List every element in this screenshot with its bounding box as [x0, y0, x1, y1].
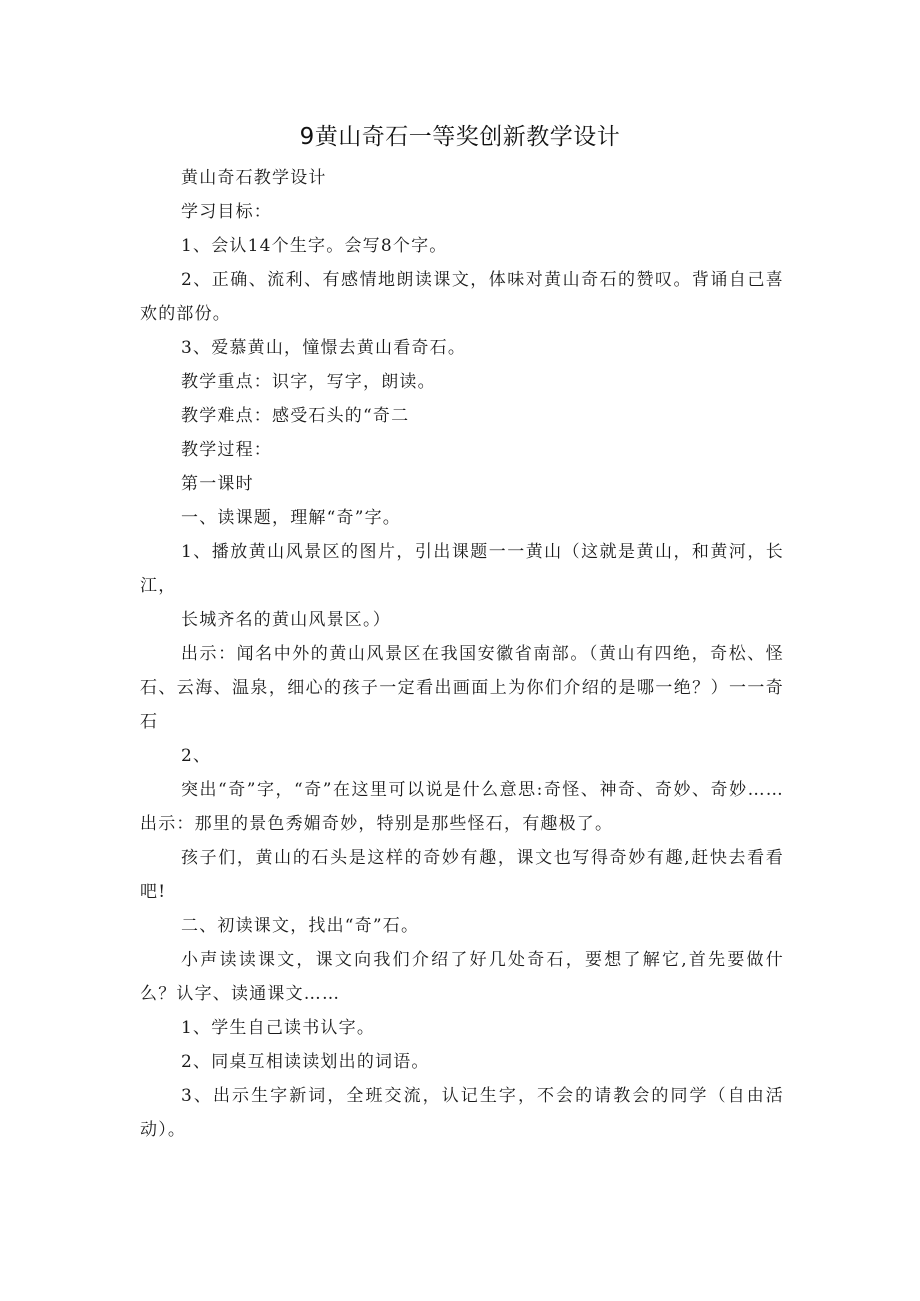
paragraph: 黄山奇石教学设计 [181, 168, 327, 188]
document-body [140, 161, 784, 1147]
paragraph: 长城齐名的黄山风景区。） [181, 610, 391, 630]
paragraph: 2、同桌互相读读划出的词语。 [181, 1052, 430, 1072]
paragraph: 教学重点：识字，写字，朗读。 [181, 372, 436, 392]
paragraph: 孩子们，黄山的石头是这样的奇妙有趣，课文也写得奇妙有趣,赶快去看看吧! [140, 848, 784, 902]
paragraph: 1、播放黄山风景区的图片，引出课题一一黄山（这就是黄山，和黄河，长江， [140, 542, 784, 596]
paragraph: 二、初读课文，找出“奇”石。 [181, 916, 420, 936]
paragraph: 教学难点：感受石头的“奇二 [181, 406, 410, 426]
document-title: 9黄山奇石一等奖创新教学设计 [299, 124, 621, 150]
paragraph: 一、读课题，理解“奇”字。 [181, 508, 401, 528]
paragraph: 突出“奇”字，“奇”在这里可以说是什么意思:奇怪、神奇、奇妙、奇妙……出示：那里的景色秀媚奇妙，特别是那些怪石，有趣极了。 [140, 780, 784, 834]
paragraph: 2、 [181, 746, 212, 766]
paragraph: 3、出示生字新词，全班交流，认记生字，不会的请教会的同学（自由活动）。 [140, 1086, 784, 1140]
paragraph: 第一课时 [181, 474, 254, 494]
paragraph: 学习目标： [181, 202, 272, 222]
paragraph: 3、爱慕黄山，憧憬去黄山看奇石。 [181, 338, 467, 358]
paragraph: 出示：闻名中外的黄山风景区在我国安徽省南部。（黄山有四绝，奇松、怪石、云海、温泉，细心的孩子一定看出画面上为你们介绍的是哪一绝？）一一奇石 [140, 644, 784, 732]
paragraph: 1、会认14个生字。会写8个字。 [181, 236, 448, 256]
paragraph: 1、学生自己读书认字。 [181, 1018, 376, 1038]
paragraph: 教学过程： [181, 440, 272, 460]
paragraph: 2、正确、流利、有感情地朗读课文，体味对黄山奇石的赞叹。背诵自己喜欢的部份。 [140, 270, 784, 324]
paragraph: 小声读读课文，课文向我们介绍了好几处奇石，要想了解它,首先要做什么？认字、读通课文…… [140, 950, 784, 1004]
